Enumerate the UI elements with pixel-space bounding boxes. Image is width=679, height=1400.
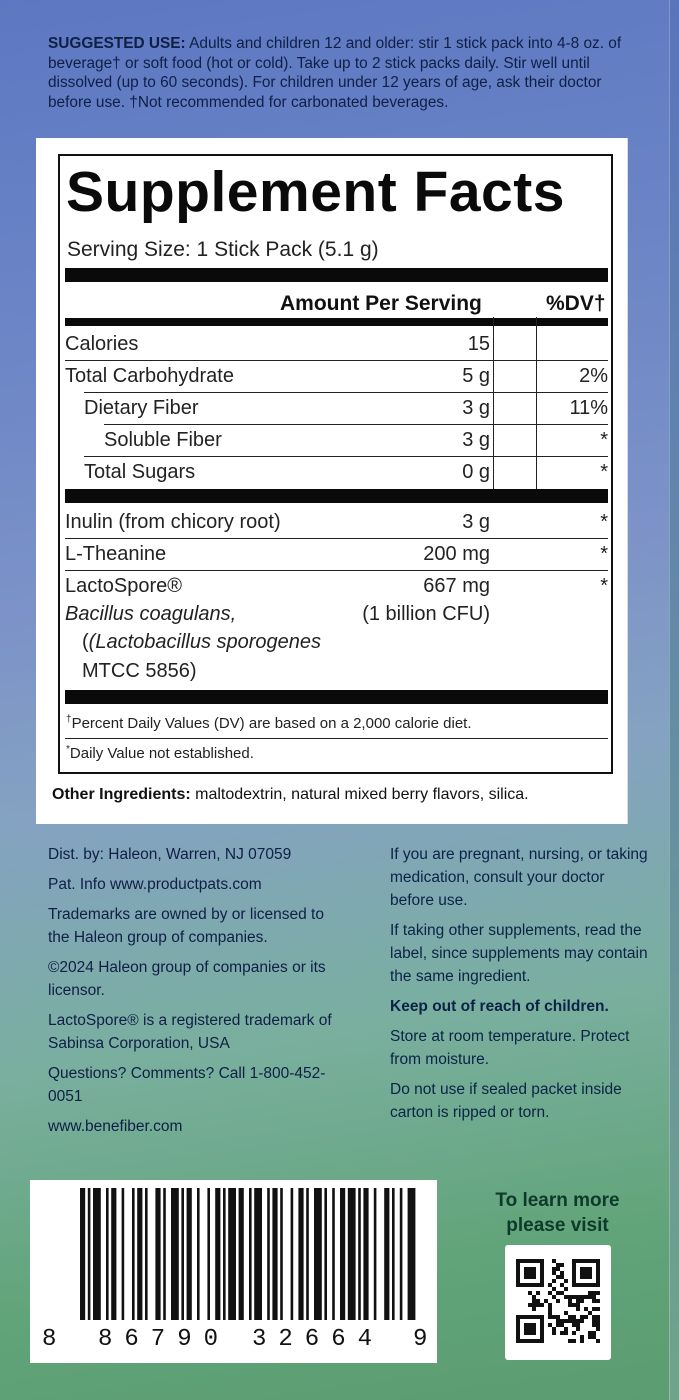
qr-module	[576, 1295, 580, 1299]
qr-module	[536, 1291, 540, 1295]
row-divider	[65, 538, 608, 539]
barcode-digit-first: 8	[42, 1326, 57, 1353]
barcode-bar	[111, 1188, 116, 1320]
qr-module	[580, 1295, 584, 1299]
barcode-bar	[197, 1188, 200, 1320]
barcode-bar	[163, 1188, 166, 1320]
qr-module	[588, 1295, 592, 1299]
qr-code[interactable]	[505, 1245, 611, 1360]
barcode-bar	[306, 1188, 309, 1320]
qr-module	[544, 1299, 548, 1303]
row-divider	[65, 570, 608, 571]
qr-module	[572, 1295, 576, 1299]
supplements-warning: If taking other supplements, read the label, since supplements may contain the same ingredient.	[390, 922, 648, 985]
barcode-bar	[280, 1188, 283, 1320]
qr-module	[548, 1283, 552, 1287]
qr-module	[576, 1319, 580, 1323]
column-line-1	[493, 317, 494, 497]
children-warning: Keep out of reach of children.	[390, 998, 609, 1015]
barcode-bar	[348, 1188, 356, 1320]
qr-module	[572, 1303, 576, 1307]
qr-module	[584, 1295, 588, 1299]
qr-module	[552, 1279, 556, 1283]
barcode-bar	[332, 1188, 335, 1320]
qr-module	[560, 1263, 564, 1267]
qr-module	[532, 1307, 536, 1311]
barcode-bar	[80, 1188, 85, 1320]
qr-module	[552, 1327, 556, 1331]
row-divider	[104, 424, 608, 425]
ingredient-dv: *	[600, 543, 608, 565]
qr-module	[532, 1299, 536, 1303]
ingredient-dv: *	[600, 575, 608, 597]
barcode-bar	[132, 1188, 135, 1320]
qr-module	[560, 1275, 564, 1279]
qr-module	[576, 1327, 580, 1331]
qr-module	[596, 1319, 600, 1323]
barcode-bar	[228, 1188, 236, 1320]
barcode-bar	[363, 1188, 368, 1320]
qr-module	[568, 1319, 572, 1323]
qr-module	[548, 1291, 552, 1295]
barcode-bar	[374, 1188, 377, 1320]
qr-code-pattern	[505, 1245, 611, 1360]
qr-module	[576, 1307, 580, 1311]
qr-module	[564, 1287, 568, 1291]
qr-module	[568, 1315, 572, 1319]
qr-module	[596, 1299, 600, 1303]
qr-module	[576, 1323, 580, 1327]
qr-module	[556, 1291, 560, 1295]
barcode-digits-left: 86790	[98, 1326, 231, 1353]
barcode-bar	[298, 1188, 303, 1320]
qr-module	[556, 1319, 560, 1323]
qr-module	[568, 1299, 572, 1303]
barcode-digit-last: 9	[413, 1326, 428, 1353]
barcode-bar	[137, 1188, 142, 1320]
nutrient-amount: 3 g	[462, 429, 490, 451]
qr-module	[552, 1259, 556, 1263]
lactospore-trademark-line: LactoSpore® is a registered trademark of Sabinsa Corporation, USA	[48, 1012, 332, 1052]
barcode-bar	[181, 1188, 184, 1320]
barcode-bar	[392, 1188, 395, 1320]
barcode-bar	[254, 1188, 262, 1320]
nutrient-name: Dietary Fiber	[84, 397, 199, 419]
qr-module	[596, 1307, 600, 1311]
qr-module	[548, 1323, 552, 1327]
qr-module	[528, 1303, 532, 1307]
thick-divider	[65, 690, 608, 704]
qr-module	[572, 1323, 576, 1327]
qr-module	[592, 1335, 596, 1339]
qr-module	[580, 1335, 584, 1339]
lactospore-strain: MTCC 5856)	[82, 660, 197, 682]
trademark-line: Trademarks are owned by or licensed to the Haleon group of companies.	[48, 906, 324, 946]
qr-module	[552, 1315, 556, 1319]
qr-module	[596, 1339, 600, 1343]
dagger-mark: †	[66, 714, 72, 725]
qr-module	[592, 1323, 596, 1327]
qr-module	[548, 1311, 552, 1315]
qr-module	[580, 1319, 584, 1323]
qr-module	[568, 1339, 572, 1343]
qr-module	[528, 1291, 532, 1295]
contact-line: Questions? Comments? Call 1-800-452-0051	[48, 1065, 326, 1105]
qr-module	[572, 1315, 576, 1319]
qr-module	[596, 1315, 600, 1319]
qr-module	[548, 1315, 552, 1319]
qr-module	[548, 1307, 552, 1311]
barcode-bar	[223, 1188, 226, 1320]
barcode-bar	[171, 1188, 179, 1320]
ingredient-amount: 3 g	[462, 511, 490, 533]
row-divider	[84, 392, 608, 393]
row-divider	[65, 360, 608, 361]
qr-module	[592, 1307, 596, 1311]
nutrient-name: Total Carbohydrate	[65, 365, 234, 387]
nutrient-amount: 0 g	[462, 461, 490, 483]
website-line: www.benefiber.com	[48, 1118, 183, 1135]
qr-module	[560, 1323, 564, 1327]
other-ingredients	[52, 786, 529, 804]
barcode-bar	[249, 1188, 252, 1320]
qr-module	[572, 1319, 576, 1323]
qr-module	[532, 1303, 536, 1307]
barcode-bar	[272, 1188, 277, 1320]
qr-module	[556, 1323, 560, 1327]
qr-finder	[524, 1267, 536, 1279]
other-ingredients-text: maltodextrin, natural mixed berry flavors, silica.	[190, 786, 529, 803]
star-mark: *	[66, 744, 70, 755]
barcode-bar	[145, 1188, 148, 1320]
ingredient-dv: *	[600, 511, 608, 533]
barcode-bar	[408, 1188, 416, 1320]
qr-module	[556, 1299, 560, 1303]
thick-divider	[65, 268, 608, 282]
distributor-line: Dist. by: Haleon, Warren, NJ 07059	[48, 846, 292, 863]
carton-edge	[669, 0, 679, 1400]
supplement-facts-box	[36, 138, 628, 824]
pregnancy-warning: If you are pregnant, nursing, or taking medication, consult your doctor before use.	[390, 846, 648, 909]
qr-module	[596, 1327, 600, 1331]
qr-module	[572, 1339, 576, 1343]
barcode-bar	[88, 1188, 91, 1320]
qr-module	[564, 1319, 568, 1323]
patent-line: Pat. Info www.productpats.com	[48, 876, 262, 893]
nutrient-name: Total Sugars	[84, 461, 196, 483]
serving-size: Serving Size: 1 Stick Pack (5.1 g)	[67, 238, 379, 261]
qr-module	[552, 1271, 556, 1275]
barcode-bar	[267, 1188, 270, 1320]
qr-module	[556, 1315, 560, 1319]
qr-module	[556, 1263, 560, 1267]
qr-module	[564, 1327, 568, 1331]
qr-module	[592, 1291, 596, 1295]
barcode-bar	[155, 1188, 160, 1320]
qr-module	[536, 1299, 540, 1303]
barcode-bar	[358, 1188, 361, 1320]
ingredient-amount: 667 mg	[423, 575, 490, 597]
footnote-star-text: Daily Value not established.	[69, 745, 254, 762]
qr-module	[576, 1303, 580, 1307]
barcode-bar	[93, 1188, 101, 1320]
qr-module	[580, 1299, 584, 1303]
qr-module	[536, 1303, 540, 1307]
ingredient-name: L-Theanine	[65, 543, 167, 565]
qr-module	[572, 1331, 576, 1335]
suggested-use-label: SUGGESTED USE:	[48, 35, 186, 52]
qr-module	[564, 1295, 568, 1299]
barcode-bar	[207, 1188, 210, 1320]
amount-header: Amount Per Serving	[280, 292, 482, 315]
warnings	[390, 843, 650, 1131]
barcode-bar	[324, 1188, 327, 1320]
barcode-bar	[340, 1188, 345, 1320]
qr-finder	[524, 1323, 536, 1335]
barcode-bar	[106, 1188, 109, 1320]
qr-module	[592, 1299, 596, 1303]
qr-module	[580, 1339, 584, 1343]
qr-module	[576, 1299, 580, 1303]
nutrient-dv: 2%	[579, 365, 608, 387]
barcode-digits-right: 32664	[252, 1326, 385, 1353]
barcode-bar	[215, 1188, 220, 1320]
qr-module	[596, 1291, 600, 1295]
barcode-bar	[400, 1188, 403, 1320]
footnote-dv-text: Percent Daily Values (DV) are based on a 2,000 calorie diet.	[71, 715, 472, 732]
dv-header: %DV†	[546, 292, 606, 315]
packet-warning: Do not use if sealed packet inside carton is ripped or torn.	[390, 1081, 622, 1121]
barcode-bar	[314, 1188, 322, 1320]
other-ingredients-label: Other Ingredients:	[52, 786, 191, 803]
qr-module	[548, 1303, 552, 1307]
qr-module	[584, 1307, 588, 1311]
qr-module	[564, 1311, 568, 1315]
qr-module	[560, 1283, 564, 1287]
row-divider	[84, 456, 608, 457]
supplement-facts-panel	[58, 154, 613, 774]
nutrient-name: Soluble Fiber	[104, 429, 222, 451]
qr-module	[532, 1295, 536, 1299]
ingredient-name: LactoSpore®	[65, 575, 183, 597]
nutrient-amount: 3 g	[462, 397, 490, 419]
qr-module	[596, 1323, 600, 1327]
barcode-bar	[384, 1188, 389, 1320]
qr-module	[592, 1295, 596, 1299]
qr-module	[560, 1291, 564, 1295]
qr-module	[564, 1331, 568, 1335]
qr-module	[552, 1331, 556, 1335]
nutrient-dv: 11%	[569, 397, 608, 419]
qr-module	[580, 1315, 584, 1319]
learn-more-text: To learn more please visit	[495, 1190, 620, 1236]
qr-module	[556, 1267, 560, 1271]
qr-module	[592, 1319, 596, 1323]
qr-module	[592, 1331, 596, 1335]
qr-module	[584, 1315, 588, 1319]
qr-module	[588, 1335, 592, 1339]
qr-module	[560, 1271, 564, 1275]
barcode-bar	[239, 1188, 244, 1320]
qr-module	[568, 1295, 572, 1299]
facts-title: Supplement Facts	[66, 160, 565, 224]
nutrient-amount: 5 g	[462, 365, 490, 387]
copyright-line: ©2024 Haleon group of companies or its licensor.	[48, 959, 326, 999]
barcode-bar	[291, 1188, 294, 1320]
qr-finder	[580, 1267, 592, 1279]
lactospore-synonym: ((Lactobacillus sporogenes	[82, 631, 322, 653]
footnote-star	[66, 744, 254, 762]
qr-module	[552, 1267, 556, 1271]
qr-module	[588, 1311, 592, 1315]
nutrient-amount: 15	[467, 333, 490, 355]
suggested-use-text: Adults and children 12 and older: stir 1 stick pack into 4-8 oz. of beverage† or soft food (hot or cold). Take up to 2 stick packs daily. Stir well until dissolved (up to 60 seconds). For children under 12 years of age, ask their doctor before use. †Not recommended for carbonated beverages.	[48, 35, 622, 111]
barcode-bar	[187, 1188, 192, 1320]
qr-module	[560, 1331, 564, 1335]
qr-module	[552, 1295, 556, 1299]
barcode	[30, 1180, 437, 1363]
lactospore-species: Bacillus coagulans,	[65, 603, 237, 625]
suggested-use	[48, 34, 623, 112]
row-divider	[65, 738, 608, 739]
nutrient-dv: *	[600, 461, 608, 483]
nutrient-name: Calories	[65, 333, 139, 355]
thick-divider	[65, 489, 608, 503]
footnote-dv	[66, 714, 472, 732]
ingredient-name: Inulin (from chicory root)	[65, 511, 281, 533]
nutrient-dv: *	[600, 429, 608, 451]
qr-module	[560, 1319, 564, 1323]
storage-instruction: Store at room temperature. Protect from moisture.	[390, 1028, 630, 1068]
qr-module	[556, 1275, 560, 1279]
qr-module	[568, 1303, 572, 1307]
ingredient-amount: 200 mg	[423, 543, 490, 565]
barcode-bar	[122, 1188, 125, 1320]
lactospore-cfu: (1 billion CFU)	[362, 603, 490, 625]
company-info	[48, 843, 348, 1145]
qr-module	[592, 1315, 596, 1319]
qr-module	[540, 1303, 544, 1307]
header-divider	[65, 318, 608, 326]
lactospore-synonym-italic: (Lactobacillus sporogenes	[88, 631, 322, 653]
qr-module	[588, 1331, 592, 1335]
qr-module	[564, 1279, 568, 1283]
qr-module	[552, 1287, 556, 1291]
qr-module	[588, 1291, 592, 1295]
